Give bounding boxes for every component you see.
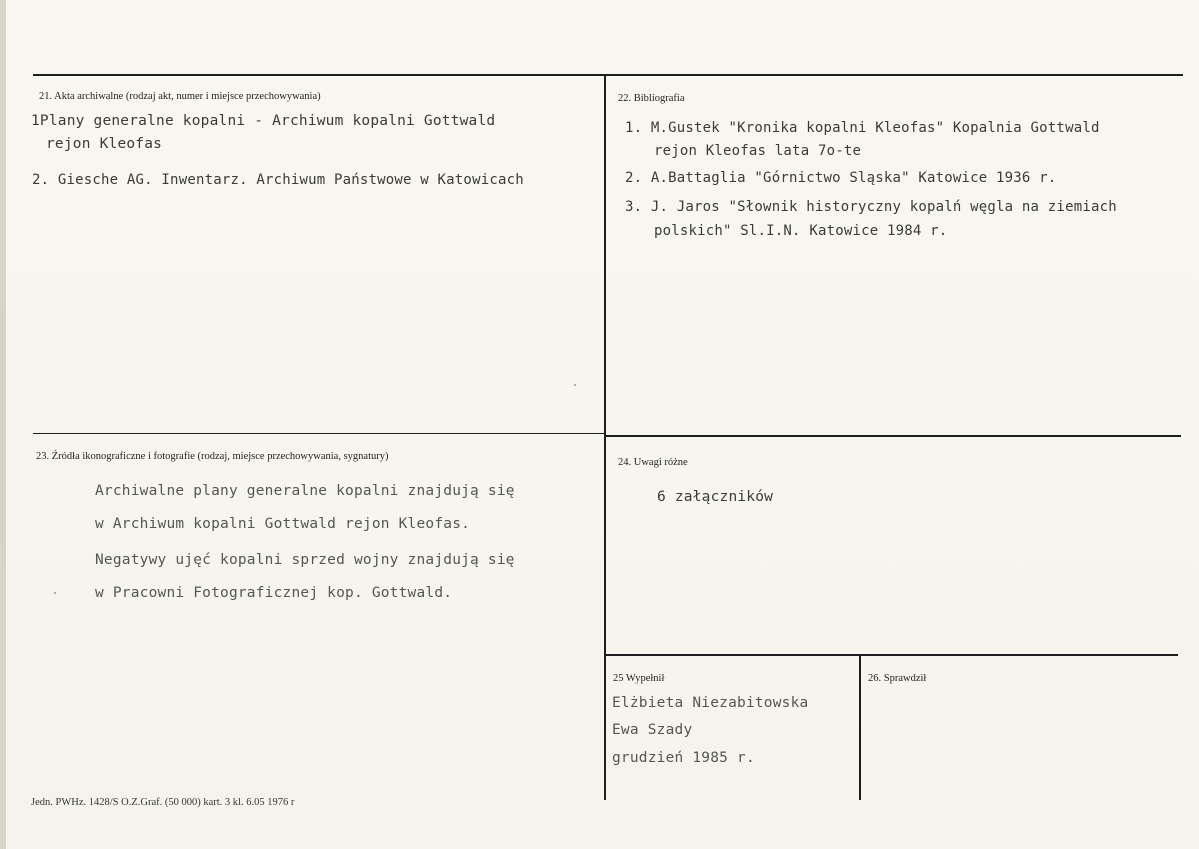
paper-speck xyxy=(54,592,56,594)
field22-line-4: 3. J. Jaros "Słownik historyczny kopalń węgla na ziemiach xyxy=(625,199,1117,215)
field22-label: 22. Bibliografia xyxy=(618,93,685,104)
field24-label: 24. Uwagi różne xyxy=(618,457,688,468)
field22-line-5: polskich" Sl.I.N. Katowice 1984 r. xyxy=(654,223,948,239)
top-rule xyxy=(33,74,1183,76)
left-middle-rule xyxy=(33,433,605,434)
field23-line-4: w Pracowni Fotograficznej kop. Gottwald. xyxy=(95,585,453,601)
paper-speck xyxy=(574,384,576,386)
signature-rule xyxy=(606,654,1178,656)
field21-line-3: 2. Giesche AG. Inwentarz. Archiwum Państwowe w Katowicach xyxy=(32,172,524,188)
field24-line-1: 6 załączników xyxy=(657,489,774,505)
field21-line-1: 1Plany generalne kopalni - Archiwum kopalni Gottwald xyxy=(31,113,496,129)
field21-line-2: rejon Kleofas xyxy=(46,136,163,152)
field25-line-3: grudzień 1985 r. xyxy=(612,750,755,766)
field26-label: 26. Sprawdził xyxy=(868,673,927,684)
field22-line-3: 2. A.Battaglia "Górnictwo Sląska" Katowice 1936 r. xyxy=(625,170,1057,186)
field22-line-1: 1. M.Gustek "Kronika kopalni Kleofas" Kopalnia Gottwald xyxy=(625,120,1100,136)
field25-line-2: Ewa Szady xyxy=(612,722,693,738)
field23-line-2: w Archiwum kopalni Gottwald rejon Kleofas. xyxy=(95,516,471,532)
print-footer: Jedn. PWHz. 1428/S O.Z.Graf. (50 000) kart. 3 kl. 6.05 1976 r xyxy=(31,797,295,808)
field22-line-2: rejon Kleofas lata 7o-te xyxy=(654,143,862,159)
field23-line-3: Negatywy ujęć kopalni sprzed wojny znajdują się xyxy=(95,552,515,568)
field23-line-1: Archiwalne plany generalne kopalni znajdują się xyxy=(95,483,515,499)
field25-line-1: Elżbieta Niezabitowska xyxy=(612,695,809,711)
right-middle-rule xyxy=(606,435,1181,437)
center-vertical-rule xyxy=(604,74,606,800)
signature-divider xyxy=(859,655,861,800)
field21-label: 21. Akta archiwalne (rodzaj akt, numer i miejsce przechowywania) xyxy=(39,91,321,102)
field25-label: 25 Wypełnił xyxy=(613,673,665,684)
field23-label: 23. Źródła ikonograficzne i fotografie (rodzaj, miejsce przechowywania, sygnatury) xyxy=(36,451,389,462)
